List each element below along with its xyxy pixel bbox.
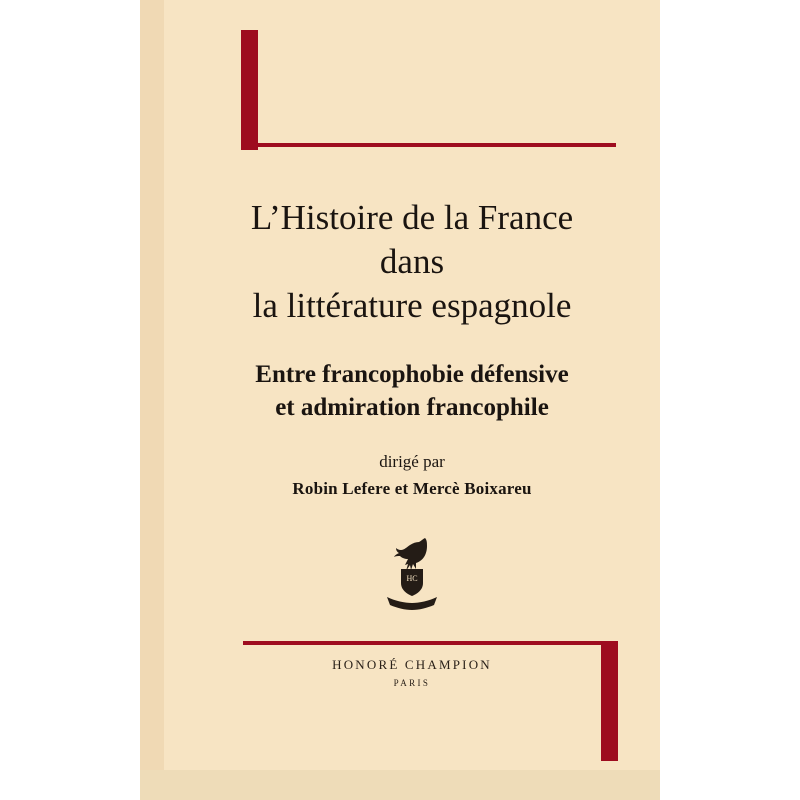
book-title [164, 196, 660, 328]
direction-label: dirigé par [379, 452, 445, 471]
title-line-3: la littérature espagnole [252, 286, 572, 325]
cover-spine-shading [140, 0, 164, 800]
top-red-horizontal-rule [258, 143, 616, 147]
top-red-vertical-rule [241, 30, 258, 150]
subtitle-line-1: Entre francophobie défensive [255, 361, 569, 388]
honore-champion-horse-crest-logo [381, 531, 443, 613]
editor-names: Robin Lefere et Mercè Boixareu [292, 479, 532, 498]
bottom-red-vertical-rule [601, 641, 618, 761]
bottom-red-horizontal-rule [243, 641, 601, 645]
title-line-1: L’Histoire de la France [250, 198, 574, 237]
publisher-city: PARIS [393, 678, 431, 688]
publisher-name: HONORÉ CHAMPION [332, 657, 492, 672]
cover-bottom-band [140, 770, 660, 800]
book-subtitle [164, 358, 660, 424]
subtitle-line-2: et admiration francophile [275, 394, 549, 421]
title-line-2: dans [379, 242, 445, 281]
editors-block [164, 448, 660, 502]
svg-text:HC: HC [406, 574, 418, 583]
